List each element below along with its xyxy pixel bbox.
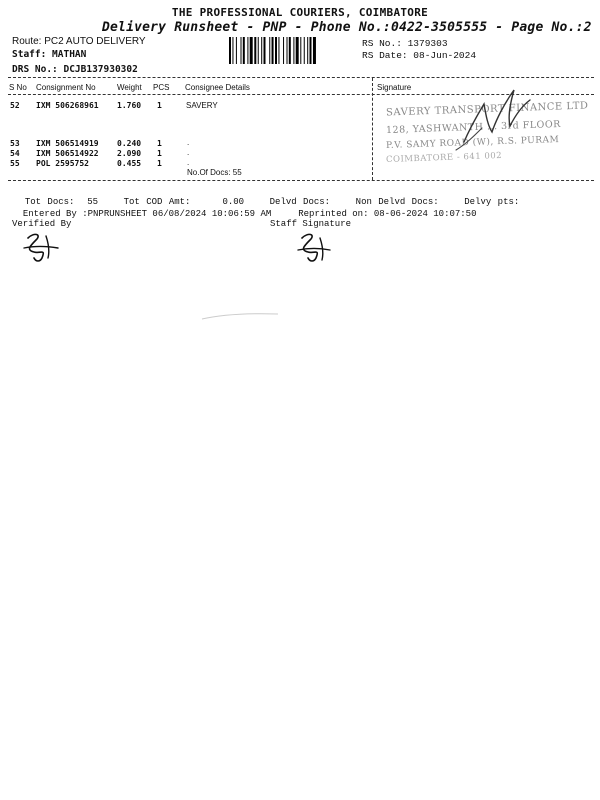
row-consignee: . [187, 138, 190, 147]
signature-column-divider [372, 78, 373, 180]
table-top-rule [8, 77, 594, 78]
row-pcs: 1 [157, 139, 162, 148]
row-weight: 2.090 [117, 149, 142, 158]
verified-by-label: Verified By [12, 219, 72, 229]
stamp-line: SAVERY TRANSPORT FINANCE LTD [385, 100, 589, 119]
receiver-signature-icon [426, 84, 546, 164]
stamp-line: P.V. SAMY ROAD (W), R.S. PURAM [385, 134, 560, 152]
column-header-pcs: PCS [153, 83, 170, 92]
row-weight: 0.455 [117, 159, 142, 168]
rs-number: RS No.: 1379303 [362, 38, 448, 49]
drs-number: DRS No.: DCJB137930302 [12, 64, 138, 75]
company-name: THE PROFESSIONAL COURIERS, COIMBATORE [171, 6, 429, 19]
entered-by-line [12, 199, 477, 219]
column-header-consignment: Consignment No [36, 83, 96, 92]
row-sno: 53 [10, 139, 20, 148]
route: Route: PC2 AUTO DELIVERY [12, 36, 146, 47]
column-header-weight: Weight [117, 83, 142, 92]
row-consignment: POL 2595752 [36, 159, 89, 168]
table-bottom-rule [8, 180, 594, 181]
row-consignee: . [187, 148, 190, 157]
entered-by-text: Entered By :PNPRUNSHEET 06/08/2024 10:06:59 AM Reprinted on: 08-06-2024 10:07:50 [22, 209, 477, 219]
staff-name: Staff: MATHAN [12, 49, 87, 60]
row-pcs: 1 [157, 159, 162, 168]
scan-mark [200, 310, 280, 322]
row-sno: 54 [10, 149, 20, 158]
row-consignment: IXM 506514922 [36, 149, 99, 158]
verified-signature-icon [20, 228, 62, 266]
runsheet-title: Delivery Runsheet - PNP - Phone No.:0422-3505555 - Page No.:2 [102, 20, 592, 35]
column-header-consignee: Consignee Details [185, 83, 250, 92]
barcode [229, 37, 354, 64]
row-weight: 1.760 [117, 101, 142, 110]
row-pcs: 1 [157, 149, 162, 158]
row-pcs: 1 [157, 101, 162, 110]
column-header-signature: Signature [377, 83, 412, 92]
stamp-line: COIMBATORE - 641 002 [385, 150, 503, 166]
stamp-line: 128, YASHWANTH ... 3rd FLOOR [385, 118, 562, 137]
receiver-stamp [385, 98, 589, 168]
row-consignment: IXM 506268961 [36, 101, 99, 110]
rs-date: RS Date: 08-Jun-2024 [362, 50, 477, 61]
row-consignee: . [187, 158, 190, 167]
row-sno: 55 [10, 159, 20, 168]
row-sno: 52 [10, 101, 20, 110]
row-consignee: SAVERY [186, 101, 218, 110]
totals-text: Tot Docs: 55 Tot COD Amt: 0.00 Delvd Docs: Non Delvd Docs: Delvy pts: [24, 197, 520, 207]
row-consignment: IXM 506514919 [36, 139, 99, 148]
staff-signature-label: Staff Signature [270, 219, 352, 229]
row-weight: 0.240 [117, 139, 142, 148]
no-of-docs: No.Of Docs: 55 [187, 168, 242, 177]
column-header-sno: S No [9, 83, 27, 92]
staff-signature-icon [292, 228, 334, 266]
